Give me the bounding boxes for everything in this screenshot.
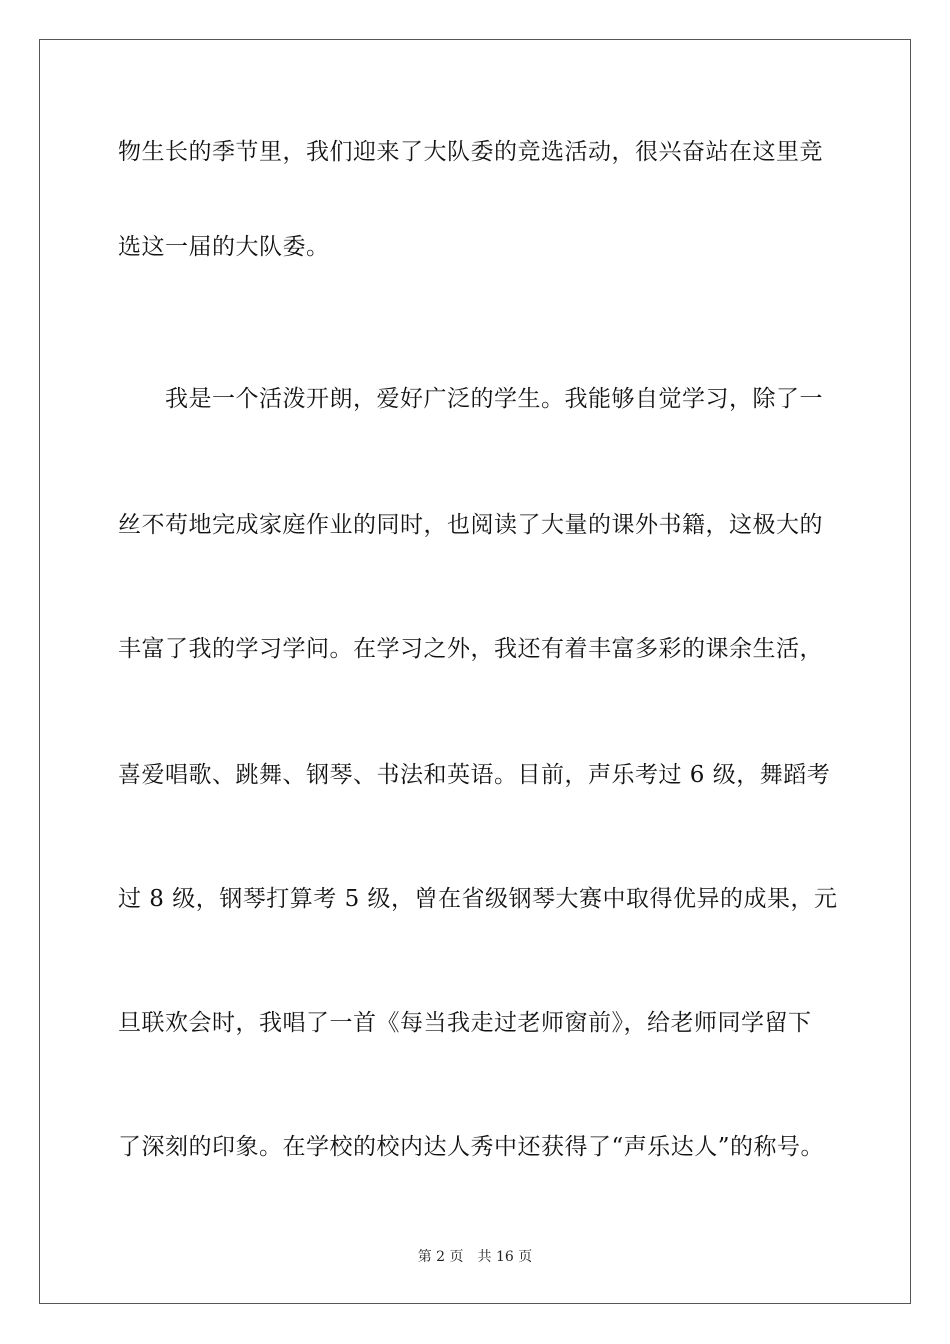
page-number-current: 第 2 页	[417, 1249, 464, 1265]
body-text-line: 旦联欢会时，我唱了一首《每当我走过老师窗前》，给老师同学留下	[118, 1010, 812, 1036]
body-text-line: 了深刻的印象。在学校的校内达人秀中还获得了“声乐达人”的称号。	[118, 1134, 825, 1160]
body-text-line: 丰富了我的学习学问。在学习之外，我还有着丰富多彩的课余生活，	[118, 636, 823, 662]
body-text-line: 我是一个活泼开朗，爱好广泛的学生。我能够自觉学习，除了一	[118, 386, 823, 412]
body-text-line: 物生长的季节里，我们迎来了大队委的竞选活动，很兴奋站在这里竞	[118, 139, 823, 165]
page-footer	[0, 1248, 950, 1266]
body-text-line: 选这一届的大队委。	[118, 234, 330, 260]
page-frame	[39, 39, 911, 1304]
body-text-line: 过 8 级，钢琴打算考 5 级，曾在省级钢琴大赛中取得优异的成果，元	[118, 886, 838, 912]
page-number-total: 共 16 页	[477, 1249, 533, 1265]
body-text-line: 丝不苟地完成家庭作业的同时，也阅读了大量的课外书籍，这极大的	[118, 512, 823, 538]
body-text-line: 喜爱唱歌、跳舞、钢琴、书法和英语。目前，声乐考过 6 级，舞蹈考	[118, 762, 831, 788]
